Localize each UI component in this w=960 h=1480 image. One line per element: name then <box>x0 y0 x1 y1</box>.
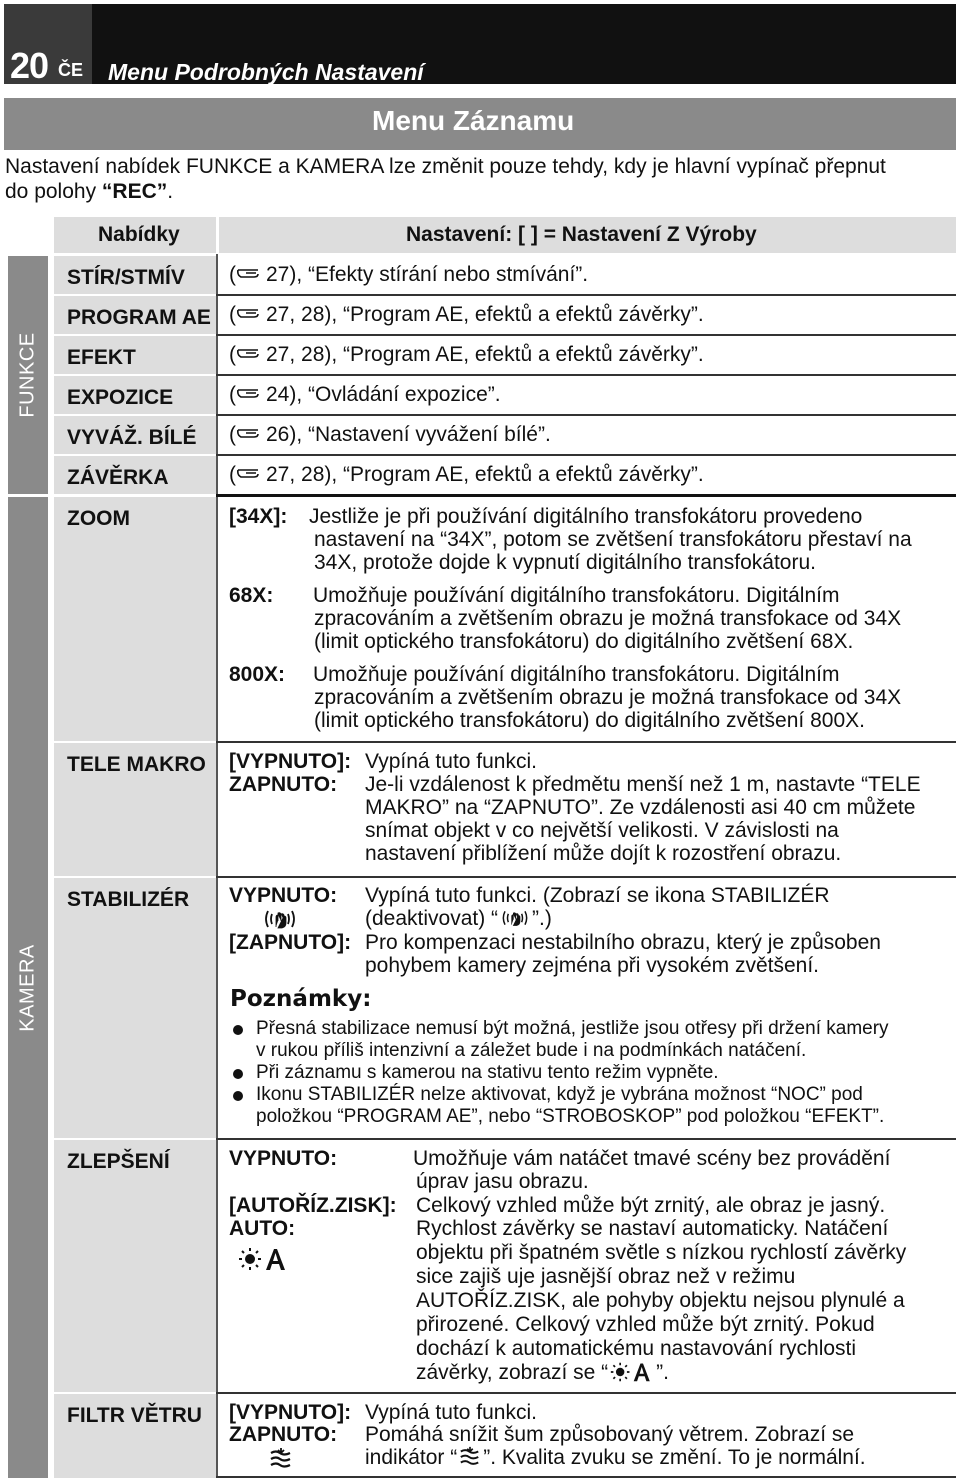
note-1-line-1: Přesná stabilizace nemusí být možná, jestliže jsou otřesy při držení kamery <box>256 1018 889 1039</box>
label-efekt-text: EFEKT <box>67 346 136 369</box>
label-stab <box>54 878 216 1138</box>
row-vyvaz-text: ( 26), “Nastavení vyvážení bílé”. <box>229 423 551 446</box>
bullet <box>233 1069 243 1079</box>
stab-off-key: VYPNUTO: <box>229 884 338 907</box>
section-title: Menu Záznamu <box>372 105 575 136</box>
label-stir <box>54 256 216 294</box>
row-zaverka-value: 27, 28), “Program AE, efektů a efektů závěrky”. <box>266 463 704 486</box>
label-zaverka-text: ZÁVĚRKA <box>67 466 169 489</box>
notes-title: Poznámky: <box>230 986 372 1012</box>
row-stir-value: 27), “Efekty stírání nebo stmívání”. <box>266 263 589 286</box>
row-divider <box>216 876 956 878</box>
label-zoom <box>54 497 216 741</box>
row-efekt-value: 27, 28), “Program AE, efektů a efektů závěrky”. <box>266 343 704 366</box>
wind-on-line-2-end: ”. Kvalita zvuku se změní. To je normální. <box>483 1446 866 1469</box>
label-zaverka <box>54 456 216 494</box>
gain-off-line-1: Umožňuje vám natáčet tmavé scény bez provádění <box>413 1147 891 1170</box>
zoom-68x-line-2: zpracováním a zvětšením obrazu je možná transfokace od 34X <box>314 607 902 630</box>
row-divider <box>216 294 956 296</box>
section-band <box>4 98 956 150</box>
label-filtr <box>54 1394 216 1478</box>
note-2-line-1: Při záznamu s kamerou na stativu tento režim vypněte. <box>256 1062 719 1083</box>
pointing-hand-icon <box>236 466 266 480</box>
page-header <box>4 4 956 84</box>
label-stir-text: STÍR/STMÍV <box>67 266 185 289</box>
group-divider <box>216 494 956 497</box>
group-kamera-label: KAMERA <box>16 943 39 1032</box>
wind-on-line-2 <box>365 1446 866 1469</box>
label-vyvaz <box>54 416 216 454</box>
zoom-34x-line-2: nastavení na “34X”, potom se zvětšení transfokátoru přestaví na <box>314 528 912 551</box>
stab-on-line-1: Pro kompenzaci nestabilního obrazu, který je způsoben <box>365 931 881 954</box>
tele-on-line-3: snímat objekt v co největší velikosti. V závislosti na <box>365 819 839 842</box>
label-expozice-text: EXPOZICE <box>67 386 174 409</box>
stab-off-line-2-end: ”.) <box>532 907 552 930</box>
wind-on-line-1: Pomáhá snížit šum způsobovaný větrem. Zobrazí se <box>365 1423 855 1446</box>
column-header-menus <box>54 217 216 253</box>
zoom-34x-line-3: 34X, protože dojde k vypnutí digitálního transfokátoru. <box>314 551 816 574</box>
intro-line-2 <box>5 179 950 204</box>
wind-filter-icon <box>268 1447 294 1471</box>
stab-off-line-2-start: (deaktivovat) “ <box>365 907 499 930</box>
pointing-hand-icon <box>236 426 266 440</box>
label-tele <box>54 743 216 876</box>
note-3-line-2: položkou “PROGRAM AE”, nebo “STROBOSKOP” pod položkou “EFEKT”. <box>256 1106 885 1127</box>
tele-on-line-2: MAKRO” na “ZAPNUTO”. Ze vzdálenosti asi 40 cm můžete <box>365 796 916 819</box>
wind-on-key: ZAPNUTO: <box>229 1423 338 1446</box>
gain-autoziz-key: [AUTOŘÍZ.ZISK]: <box>229 1194 397 1217</box>
gain-auto-line-2: objektu při špatném světle s nízkou rychlostí závěrky <box>416 1241 907 1264</box>
gain-auto-line-1: Rychlost závěrky se nastaví automaticky. Natáčení <box>416 1217 889 1240</box>
row-stir-text: ( 27), “Efekty stírání nebo stmívání”. <box>229 263 589 286</box>
row-efekt-text: ( 27, 28), “Program AE, efektů a efektů závěrky”. <box>229 343 704 366</box>
row-divider <box>216 334 956 336</box>
row-divider <box>216 741 956 743</box>
pointing-hand-icon <box>236 346 266 360</box>
pointing-hand-icon <box>236 386 266 400</box>
row-zaverka-text: ( 27, 28), “Program AE, efektů a efektů závěrky”. <box>229 463 704 486</box>
column-header-menus-text: Nabídky <box>98 223 180 246</box>
stab-off-line-1: Vypíná tuto funkci. (Zobrazí se ikona STABILIZÉR <box>365 884 830 907</box>
stab-off-line-2 <box>365 907 552 930</box>
gain-auto-line-7 <box>416 1361 669 1384</box>
pointing-hand-icon <box>236 266 266 280</box>
bullet <box>233 1025 243 1035</box>
gain-auto-line-7-start: závěrky, zobrazí se “ <box>416 1361 609 1384</box>
header-title: Menu Podrobných Nastavení <box>108 59 424 85</box>
row-divider <box>216 1476 956 1478</box>
row-expozice-text: ( 24), “Ovládání expozice”. <box>229 383 501 406</box>
label-efekt <box>54 336 216 374</box>
gain-off-key: VYPNUTO: <box>229 1147 338 1170</box>
gain-auto-key: AUTO: <box>229 1217 296 1240</box>
row-program-value: 27, 28), “Program AE, efektů a efektů závěrky”. <box>266 303 704 326</box>
gain-auto-line-3: sice zajiš uje jasnější obraz než v režimu <box>416 1265 796 1288</box>
zoom-34x-line-1: Jestliže je při používání digitálního transfokátoru provedeno <box>309 505 863 528</box>
page-number: 20 <box>10 45 49 86</box>
zoom-68x-line-3: (limit optického transfokátoru) do digitálního zvětšení 68X. <box>314 630 854 653</box>
group-funkce-label: FUNKCE <box>16 332 39 418</box>
label-expozice <box>54 376 216 414</box>
intro-rec: “REC” <box>101 180 168 203</box>
wind-filter-icon <box>457 1446 483 1468</box>
tele-on-key: ZAPNUTO: <box>229 773 338 796</box>
tele-on-line-4: nastavení přiblížení může dojít k rozostření obrazu. <box>365 842 842 865</box>
column-divider <box>216 254 218 1478</box>
label-vyvaz-text: VYVÁŽ. BÍLÉ <box>67 426 197 449</box>
zoom-800x-line-3: (limit optického transfokátoru) do digitálního zvětšení 800X. <box>314 709 865 732</box>
zoom-68x-key: 68X: <box>229 584 274 607</box>
label-program <box>54 296 216 334</box>
stabilizer-off-icon <box>498 908 532 928</box>
wind-off-key: [VYPNUTO]: <box>229 1401 352 1424</box>
label-zlepseni <box>54 1140 216 1392</box>
zoom-800x-key: 800X: <box>229 663 286 686</box>
label-filtr-text: FILTR VĚTRU <box>67 1404 202 1427</box>
intro-line-2-text: do polohy <box>5 180 102 203</box>
tele-off-key: [VYPNUTO]: <box>229 750 352 773</box>
wind-off-line-1: Vypíná tuto funkci. <box>365 1401 537 1424</box>
zoom-800x-line-2: zpracováním a zvětšením obrazu je možná transfokace od 34X <box>314 686 902 709</box>
gain-auto-icon <box>608 1361 656 1383</box>
gain-auto-line-4: AUTOŘÍZ.ZISK, ale pohyby objektu nejsou plynulé a <box>416 1289 905 1312</box>
stabilizer-off-icon <box>262 907 298 931</box>
gain-auto-line-5: přirozené. Celkový vzhled může být zrnitý. Pokud <box>416 1313 875 1336</box>
row-divider <box>216 1138 956 1140</box>
row-divider <box>216 454 956 456</box>
intro-line-2-end: . <box>167 180 174 203</box>
group-kamera <box>8 497 48 1478</box>
label-stab-text: STABILIZÉR <box>67 888 190 911</box>
gain-auto-icon <box>238 1246 290 1272</box>
wind-on-line-2-start: indikátor “ <box>365 1446 458 1469</box>
row-expozice-value: 24), “Ovládání expozice”. <box>266 383 501 406</box>
column-header-settings <box>219 217 956 253</box>
note-3-line-1: Ikonu STABILIZÉR nelze aktivovat, když je vybrána možnost “NOC” pod <box>256 1084 863 1105</box>
language-code: ČE <box>58 60 84 80</box>
zoom-800x-line-1: Umožňuje používání digitálního transfokátoru. Digitálním <box>313 663 840 686</box>
intro-text <box>5 154 950 204</box>
column-header-settings-text: Nastavení: [ ] = Nastavení Z Výroby <box>406 223 757 246</box>
tele-off-line-1: Vypíná tuto funkci. <box>365 750 537 773</box>
group-funkce <box>8 256 48 494</box>
stab-on-key: [ZAPNUTO]: <box>229 931 352 954</box>
gain-auto-line-7-end: ”. <box>656 1361 669 1384</box>
bullet <box>233 1091 243 1101</box>
intro-line-1: Nastavení nabídek FUNKCE a KAMERA lze změnit pouze tehdy, kdy je hlavní vypínač přepnut <box>5 155 886 178</box>
label-zlepseni-text: ZLEPŠENÍ <box>67 1150 170 1173</box>
zoom-34x-key: [34X]: <box>229 505 288 528</box>
row-vyvaz-value: 26), “Nastavení vyvážení bílé”. <box>266 423 551 446</box>
gain-autoziz-line-1: Celkový vzhled může být zrnitý, ale obraz je jasný. <box>416 1194 886 1217</box>
label-program-text: PROGRAM AE <box>67 306 211 329</box>
gain-off-line-2: úprav jasu obrazu. <box>416 1170 589 1193</box>
pointing-hand-icon <box>236 306 266 320</box>
note-1-line-2: v rukou příliš intenzivní a záležet bude i na podmínkách natáčení. <box>256 1040 807 1061</box>
row-divider <box>216 414 956 416</box>
zoom-68x-line-1: Umožňuje používání digitálního transfokátoru. Digitálním <box>313 584 840 607</box>
row-divider <box>216 374 956 376</box>
tele-on-line-1: Je-li vzdálenost k předmětu menší než 1 m, nastavte “TELE <box>365 773 921 796</box>
row-divider <box>216 1392 956 1394</box>
label-tele-text: TELE MAKRO <box>67 753 206 776</box>
stab-on-line-2: pohybem kamery zejména při vysokém zvětšení. <box>365 954 820 977</box>
gain-auto-line-6: dochází k automatickému nastavování rychlosti <box>416 1337 857 1360</box>
row-program-text: ( 27, 28), “Program AE, efektů a efektů závěrky”. <box>229 303 704 326</box>
label-zoom-text: ZOOM <box>67 507 130 530</box>
